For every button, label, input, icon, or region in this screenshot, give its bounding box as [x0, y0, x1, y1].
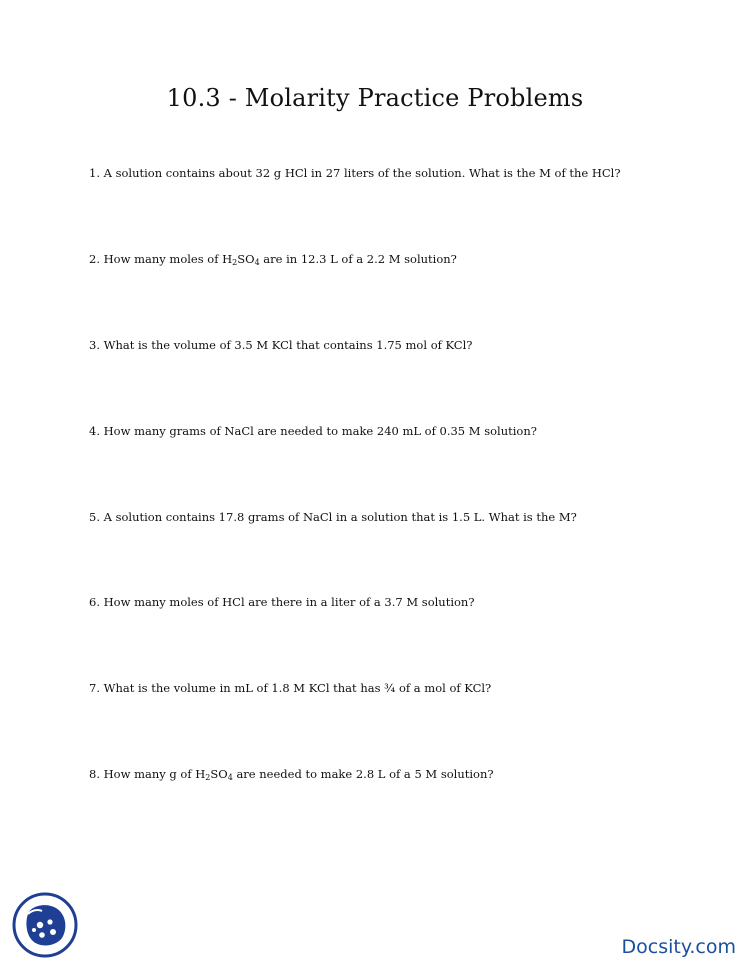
problem-text-mid: SO: [210, 767, 228, 781]
problem-2: [89, 251, 709, 267]
problem-text: What is the volume in mL of 1.8 M KCl that has ¾ of a mol of KCl?: [103, 681, 492, 695]
problem-text: How many grams of NaCl are needed to make 240 mL of 0.35 M solution?: [103, 424, 537, 438]
docsity-ladybug-logo-icon[interactable]: [12, 892, 78, 958]
problem-7: [89, 680, 709, 696]
subscript: 4: [254, 258, 260, 267]
problem-text: A solution contains 17.8 grams of NaCl in a solution that is 1.5 L. What is the M?: [103, 510, 577, 524]
page-title: 10.3 - Molarity Practice Problems: [166, 84, 584, 112]
problem-4: [89, 423, 709, 439]
problem-text-mid: SO: [237, 252, 255, 266]
problem-number: 5.: [89, 510, 100, 524]
problem-number: 6.: [89, 595, 100, 609]
problem-text: [104, 767, 494, 781]
problem-text-post: are needed to make 2.8 L of a 5 M solution?: [232, 767, 494, 781]
problem-text-pre: How many g of H: [103, 767, 206, 781]
problem-text: A solution contains about 32 g HCl in 27 liters of the solution. What is the M of the HCl?: [103, 166, 621, 180]
problem-1: [89, 165, 709, 181]
subscript: 2: [232, 258, 238, 267]
problem-number: 8.: [89, 767, 100, 781]
problem-number: 3.: [89, 338, 100, 352]
subscript: 4: [227, 773, 233, 782]
problem-number: 7.: [89, 681, 100, 695]
problem-text-post: are in 12.3 L of a 2.2 M solution?: [259, 252, 457, 266]
problem-text: What is the volume of 3.5 M KCl that contains 1.75 mol of KCl?: [103, 338, 473, 352]
problem-5: [89, 509, 709, 525]
problem-8: [89, 766, 709, 782]
problem-6: [89, 594, 709, 610]
problem-number: 1.: [89, 166, 100, 180]
problem-text: How many moles of HCl are there in a liter of a 3.7 M solution?: [103, 595, 475, 609]
problem-text-pre: How many moles of H: [103, 252, 233, 266]
brand-watermark[interactable]: Docsity.com: [621, 936, 736, 958]
problem-3: [89, 337, 709, 353]
problem-number: 4.: [89, 424, 100, 438]
problem-number: 2.: [89, 252, 100, 266]
logo-graphic: [12, 892, 78, 958]
subscript: 2: [205, 773, 211, 782]
problem-text: [104, 252, 457, 266]
